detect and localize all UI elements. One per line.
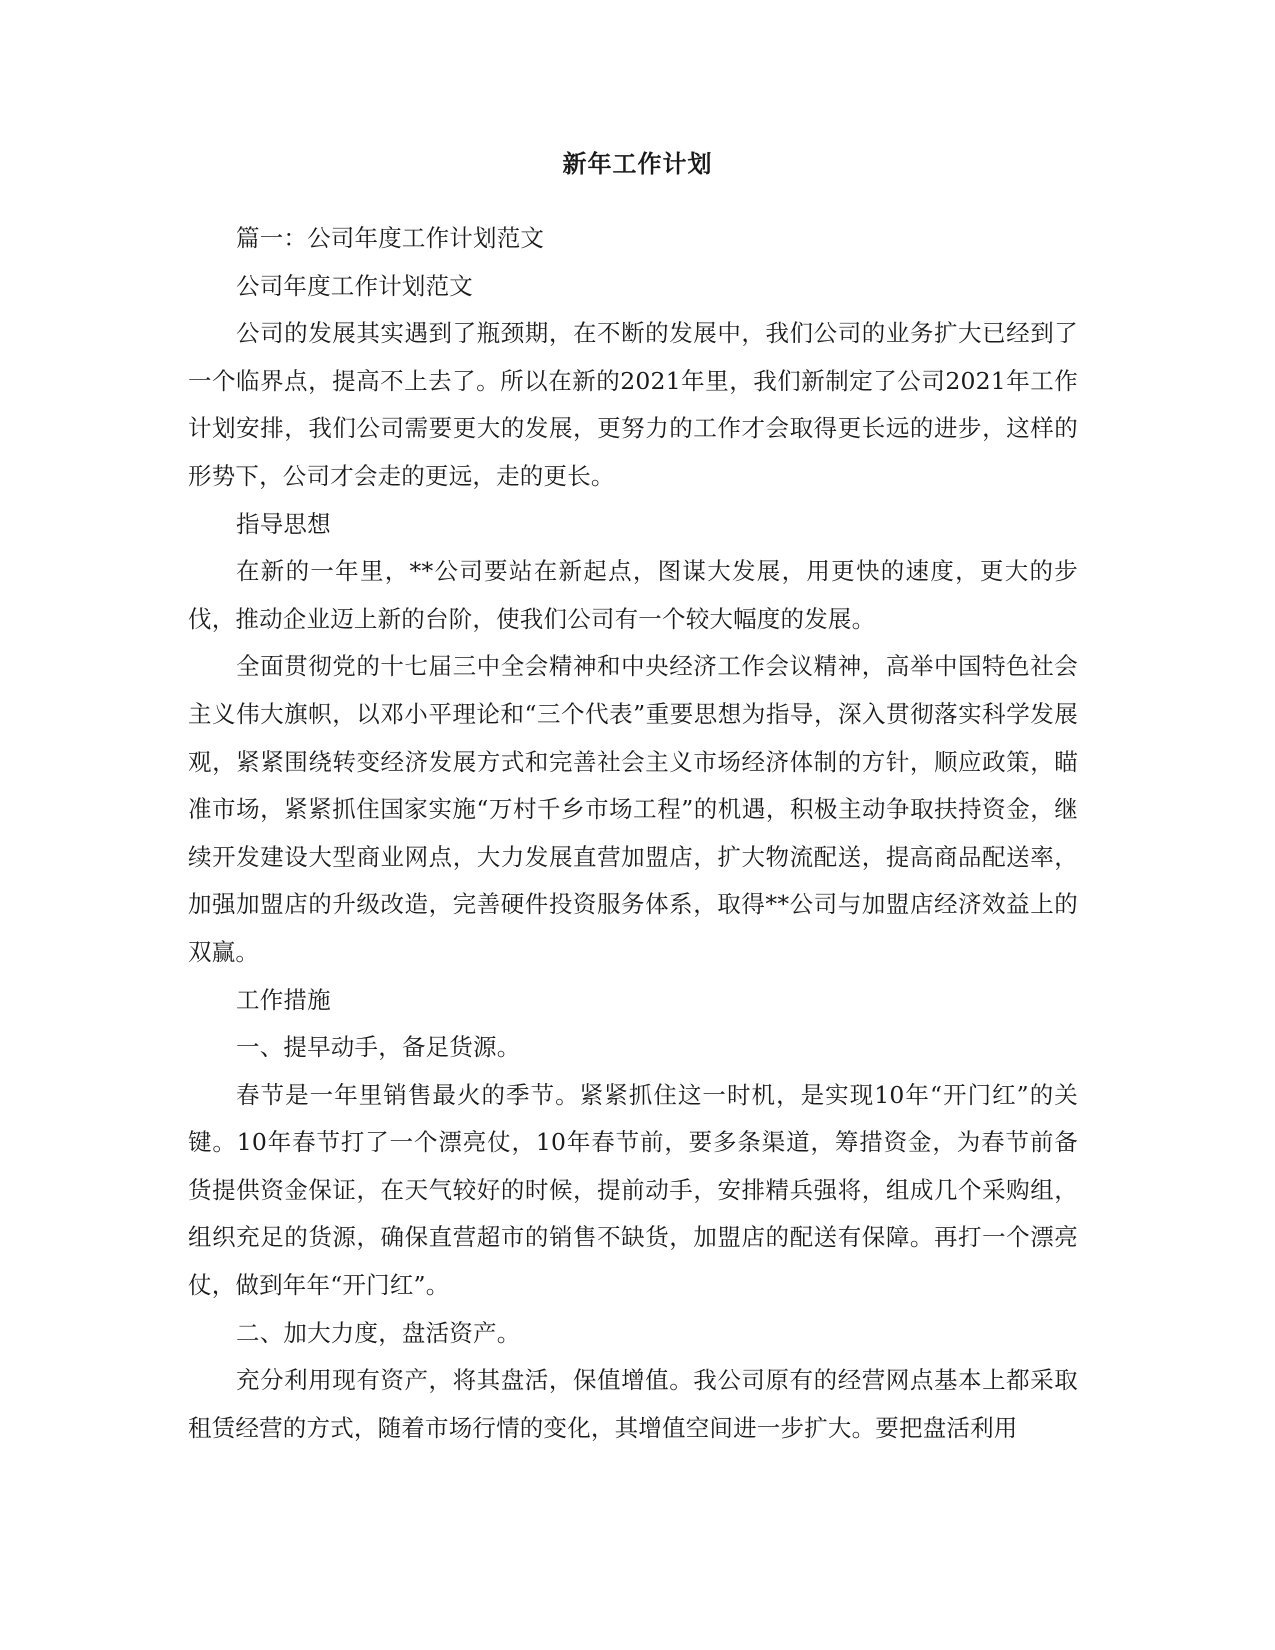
- document-body: [188, 215, 1078, 1452]
- paragraph-new-year-goal: 在新的一年里，**公司要站在新起点，图谋大发展，用更快的速度，更大的步伐，推动企业迈上新的台阶，使我们公司有一个较大幅度的发展。: [188, 557, 1078, 633]
- section-heading-part-one: 篇一：公司年度工作计划范文: [236, 224, 545, 252]
- heading-measure-two: 二、加大力度，盘活资产。: [236, 1318, 521, 1347]
- subheading-plan-sample: 公司年度工作计划范文: [236, 271, 473, 300]
- heading-measure-one: 一、提早动手，备足货源。: [236, 1033, 521, 1062]
- document-title: 新年工作计划: [562, 150, 713, 178]
- paragraph-assets: 充分利用现有资产，将其盘活，保值增值。我公司原有的经营网点基本上都采取租赁经营的方式，随着市场行情的变化，其增值空间进一步扩大。要把盘活利用: [188, 1366, 1078, 1442]
- paragraph-policy: 全面贯彻党的十七届三中全会精神和中央经济工作会议精神，高举中国特色社会主义伟大旗帜，以邓小平理论和“三个代表”重要思想为指导，深入贯彻落实科学发展观，紧紧围绕转变经济发展方式和完善社会主义市场经济体制的方针，顺应政策，瞄准市场，紧紧抓住国家实施“万村千乡市场工程”的机遇，积极主动争取扶持资金，继续开发建设大型商业网点，大力发展直营加盟店，扩大物流配送，提高商品配送率，加强加盟店的升级改造，完善硬件投资服务体系，取得**公司与加盟店经济效益上的双赢。: [188, 652, 1078, 966]
- heading-guiding-principle: 指导思想: [236, 509, 331, 538]
- paragraph-intro: 公司的发展其实遇到了瓶颈期，在不断的发展中，我们公司的业务扩大已经到了一个临界点，提高不上去了。所以在新的2021年里，我们新制定了公司2021年工作计划安排，我们公司需要更大的发展，更努力的工作才会取得更长远的进步，这样的形势下，公司才会走的更远，走的更长。: [188, 319, 1078, 490]
- paragraph-spring-festival: 春节是一年里销售最火的季节。紧紧抓住这一时机，是实现10年“开门红”的关键。10年春节打了一个漂亮仗，10年春节前，要多条渠道，筹措资金，为春节前备货提供资金保证，在天气较好的时候，提前动手，安排精兵强将，组成几个采购组，组织充足的货源，确保直营超市的销售不缺货，加盟店的配送有保障。再打一个漂亮仗，做到年年“开门红”。: [188, 1080, 1078, 1300]
- heading-work-measures: 工作措施: [236, 985, 331, 1014]
